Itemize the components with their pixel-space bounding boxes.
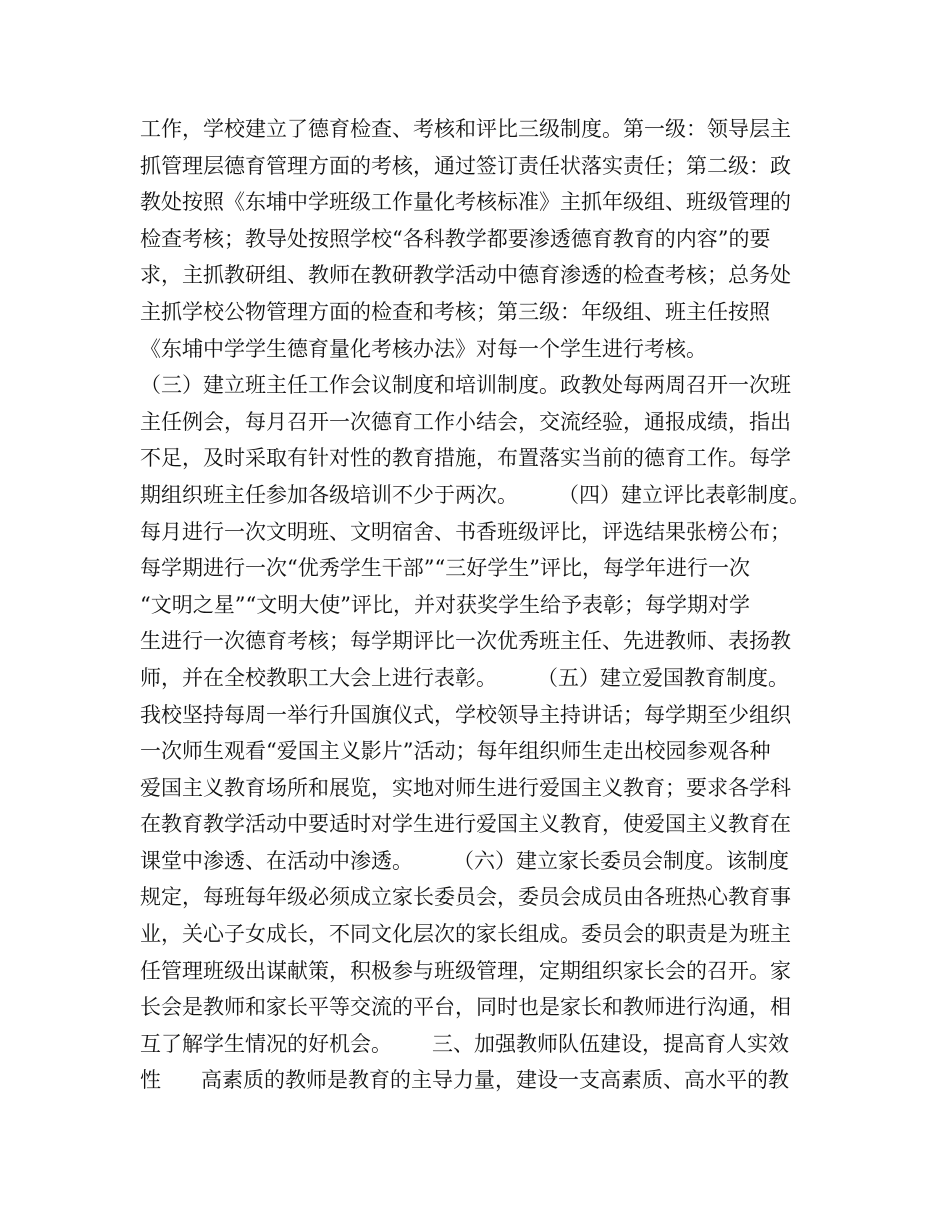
text-line: 爱国主义教育场所和展览，实地对师生进行爱国主义教育；要求各学科 [140, 775, 791, 800]
text-line: 每学期进行一次“优秀学生干部”“三好学生”评比，每学年进行一次 [140, 556, 750, 581]
text-line: 一次师生观看“爱国主义影片”活动；每年组织师生走出校园参观各种 [140, 739, 771, 764]
text-line: 每月进行一次文明班、文明宿舍、书香班级评比，评选结果张榜公布； [140, 519, 791, 544]
text-line: 在教育教学活动中要适时对学生进行爱国主义教育，使爱国主义教育在 [140, 812, 791, 837]
text-line: 主任例会，每月召开一次德育工作小结会，交流经验，通报成绩，指出 [140, 409, 791, 434]
text-line: 师，并在全校教职工大会上进行表彰。 （五）建立爱国教育制度。 [140, 665, 790, 690]
text-line: 主抓学校公物管理方面的检查和考核；第三级：年级组、班主任按照 [140, 299, 770, 324]
text-line: 不足，及时采取有针对性的教育措施，布置落实当前的德育工作。每学 [140, 446, 791, 471]
text-line: 生进行一次德育考核；每学期评比一次优秀班主任、先进教师、表扬教 [140, 629, 791, 654]
text-line: 求，主抓教研组、教师在教研教学活动中德育渗透的检查考核；总务处 [140, 263, 791, 288]
text-line: 任管理班级出谋献策，积极参与班级管理，定期组织家长会的召开。家 [140, 958, 791, 983]
text-line: 性 高素质的教师是教育的主导力量，建设一支高素质、高水平的教 [140, 1068, 790, 1093]
text-line: （三）建立班主任工作会议制度和培训制度。政教处每两周召开一次班 [140, 373, 791, 398]
text-line: 工作，学校建立了德育检查、考核和评比三级制度。第一级：领导层主 [140, 117, 791, 141]
text-line: 互了解学生情况的好机会。 三、加强教师队伍建设，提高育人实效 [140, 1031, 790, 1056]
text-line: 期组织班主任参加各级培训不少于两次。 （四）建立评比表彰制度。 [140, 482, 811, 507]
text-line: 《东埔中学学生德育量化考核办法》对每一个学生进行考核。 [140, 336, 707, 361]
text-line: 检查考核；教导处按照学校“各科教学都要渗透德育教育的内容”的要 [140, 226, 771, 251]
body-text [140, 111, 840, 1099]
text-line: 教处按照《东埔中学班级工作量化考核标准》主抓年级组、班级管理的 [140, 190, 791, 215]
text-line: 长会是教师和家长平等交流的平台，同时也是家长和教师进行沟通，相 [140, 995, 791, 1020]
text-line: 业，关心子女成长，不同文化层次的家长组成。委员会的职责是为班主 [140, 922, 791, 947]
text-line: 规定，每班每年级必须成立家长委员会，委员会成员由各班热心教育事 [140, 885, 791, 910]
text-line: 抓管理层德育管理方面的考核，通过签订责任状落实责任；第二级：政 [140, 153, 791, 178]
text-line: “文明之星”“文明大使”评比，并对获奖学生给予表彰；每学期对学 [140, 592, 750, 617]
text-line: 我校坚持每周一举行升国旗仪式，学校领导主持讲话；每学期至少组织 [140, 702, 791, 727]
text-line: 课堂中渗透、在活动中渗透。 （六）建立家长委员会制度。该制度 [140, 848, 790, 873]
